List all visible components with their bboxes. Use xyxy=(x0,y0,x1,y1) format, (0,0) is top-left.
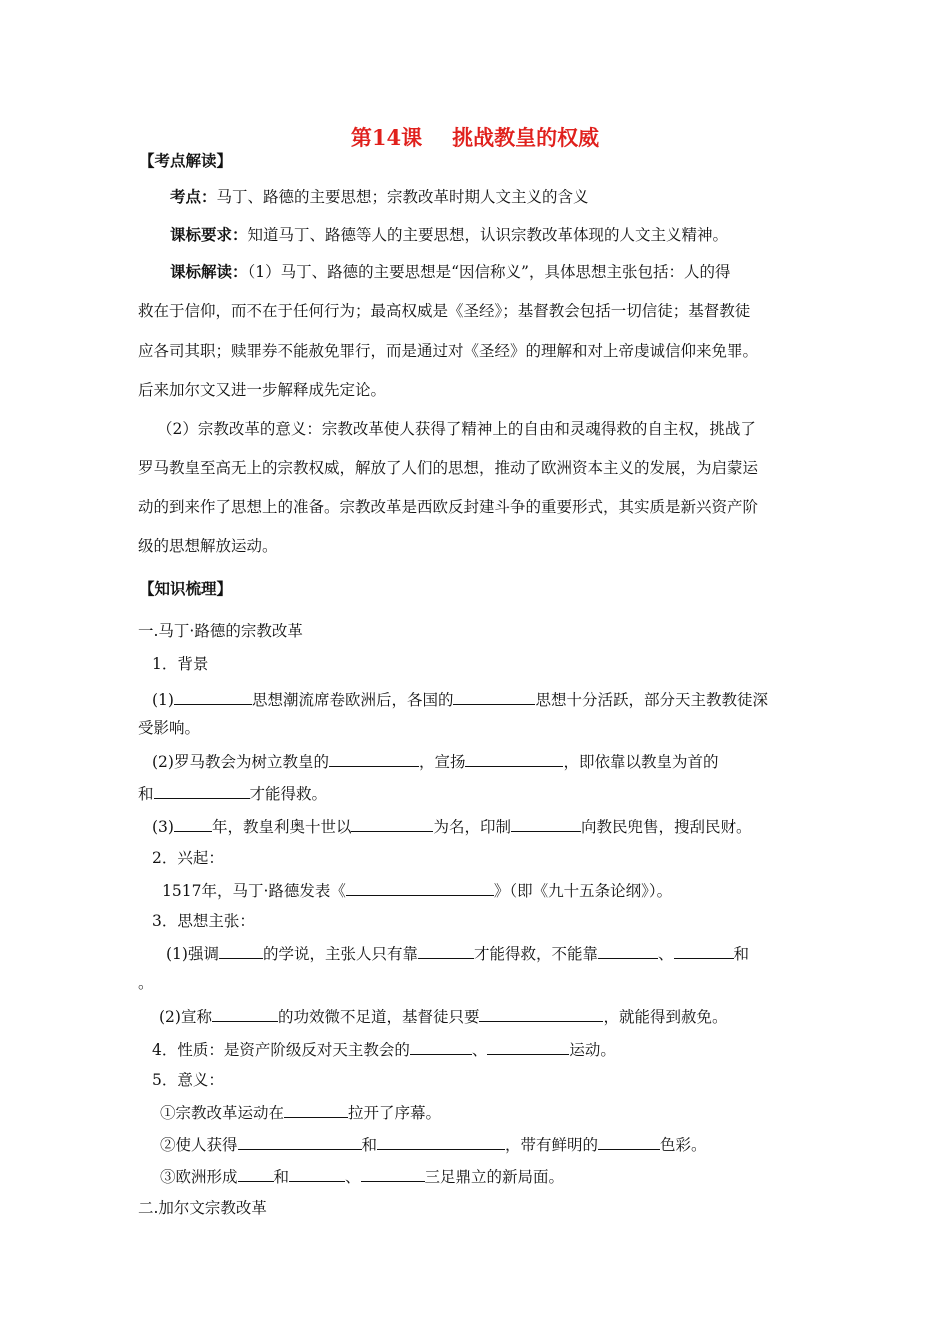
lesson-number: 第14课 xyxy=(350,125,423,150)
item-text: 运动。 xyxy=(569,1041,616,1059)
paragraph-text: （1）马丁、路德的主要思想是“因信称义”，具体思想主张包括：人的得 xyxy=(247,263,731,281)
blank xyxy=(351,814,433,832)
kebiao-jiedu-label: 课标解读： xyxy=(170,262,248,281)
item-text: 拉开了序幕。 xyxy=(348,1104,442,1122)
background-item-3 xyxy=(152,814,752,838)
item-text: ③欧洲形成 xyxy=(160,1168,238,1186)
kebiao-yaoqiu-label: 课标要求： xyxy=(170,225,248,244)
item-text: 和 xyxy=(273,1168,290,1186)
section-zhishi-shuli: 【知识梳理】 xyxy=(139,579,233,598)
kebiao-jiedu-line2: 救在于信仰，而不在于任何行为；最高权威是《圣经》；基督教会包括一切信徒；基督教徒 xyxy=(138,302,751,320)
item-text: 才能得救，不能靠 xyxy=(473,945,598,963)
background-item-2-cont xyxy=(138,781,327,805)
blank xyxy=(154,781,250,799)
ideas-heading: 3．思想主张： xyxy=(152,912,255,930)
item-text: 和 xyxy=(138,785,154,803)
item-text: (2)罗马教会为树立教皇的 xyxy=(152,753,329,771)
significance-line4: 级的思想解放运动。 xyxy=(138,537,278,555)
item-text: 1517年，马丁·路德发表《 xyxy=(162,882,346,900)
item-text: 和 xyxy=(361,1136,378,1154)
significance-heading: 5．意义： xyxy=(152,1071,224,1089)
item-text: (1)强调 xyxy=(166,945,219,963)
item-text: (3) xyxy=(152,818,174,836)
significance-item-2 xyxy=(160,1132,707,1156)
item-text: 4．性质：是资产阶级反对天主教会的 xyxy=(152,1041,410,1059)
blank xyxy=(453,687,535,705)
background-item-1 xyxy=(152,687,768,711)
item-text: ②使人获得 xyxy=(160,1136,238,1154)
blank xyxy=(238,1164,274,1182)
item-text: 向教民兜售，搜刮民财。 xyxy=(581,818,752,836)
item-text: 才能得救。 xyxy=(249,785,328,803)
item-text: 的学说，主张人只有靠 xyxy=(262,945,418,963)
blank xyxy=(598,1132,660,1150)
rise-item xyxy=(162,878,672,902)
part1-heading: 一.马丁·路德的宗教改革 xyxy=(138,622,303,640)
lesson-name: 挑战教皇的权威 xyxy=(452,125,600,150)
lesson-title xyxy=(0,122,950,152)
item-text: 、 xyxy=(658,945,674,963)
significance-item-3 xyxy=(160,1164,564,1188)
blank xyxy=(598,941,658,959)
part2-heading: 二.加尔文宗教改革 xyxy=(138,1199,267,1217)
rise-heading: 2．兴起： xyxy=(152,849,224,867)
background-item-2 xyxy=(152,749,719,773)
item-text: ，即依靠以教皇为首的 xyxy=(563,753,719,771)
kebiao-jiedu-line1 xyxy=(170,261,730,283)
blank xyxy=(479,1004,603,1022)
item-text: 年，教皇利奥十世以 xyxy=(211,818,352,836)
ideas-item-1-cont: 。 xyxy=(138,974,154,992)
ideas-item-2 xyxy=(159,1004,728,1028)
item-text: (1) xyxy=(152,691,174,709)
item-text: 和 xyxy=(733,945,750,963)
kaodian-line xyxy=(170,186,589,208)
blank xyxy=(212,1004,278,1022)
background-item-1-cont: 受影响。 xyxy=(138,719,201,737)
significance-line2: 罗马教皇至高无上的宗教权威，解放了人们的思想，推动了欧洲资本主义的发展，为启蒙运 xyxy=(138,459,759,477)
item-text: 》（即《九十五条论纲》）。 xyxy=(493,882,673,900)
blank xyxy=(418,941,474,959)
significance-line1: （2）宗教改革的意义：宗教改革使人获得了精神上的自由和灵魂得救的自主权，挑战了 xyxy=(157,420,756,438)
blank xyxy=(238,1132,362,1150)
item-text: ，带有鲜明的 xyxy=(505,1136,599,1154)
blank xyxy=(487,1037,569,1055)
item-text: ①宗教改革运动在 xyxy=(160,1104,285,1122)
blank xyxy=(346,878,494,896)
item-text: 三足鼎立的新局面。 xyxy=(424,1168,565,1186)
nature-item xyxy=(152,1037,616,1061)
blank xyxy=(361,1164,425,1182)
blank xyxy=(511,814,581,832)
blank xyxy=(674,941,734,959)
blank xyxy=(219,941,263,959)
blank xyxy=(410,1037,472,1055)
section-kaodian-jiedu: 【考点解读】 xyxy=(139,151,233,170)
kebiao-yaoqiu-text: 知道马丁、路德等人的主要思想，认识宗教改革体现的人文主义精神。 xyxy=(247,226,729,244)
item-text: 为名，印制 xyxy=(433,818,511,836)
item-text: 、 xyxy=(345,1168,361,1186)
blank xyxy=(329,749,419,767)
blank xyxy=(284,1100,348,1118)
blank xyxy=(289,1164,345,1182)
blank xyxy=(377,1132,505,1150)
item-text: 思想十分活跃，部分天主教教徒深 xyxy=(535,691,768,709)
ideas-item-1 xyxy=(166,941,749,965)
item-text: 、 xyxy=(471,1041,488,1059)
kebiao-yaoqiu-line xyxy=(170,224,728,246)
kaodian-label: 考点： xyxy=(170,187,217,206)
kebiao-jiedu-line3: 应各司其职；赎罪券不能赦免罪行，而是通过对《圣经》的理解和对上帝虔诚信仰来免罪。 xyxy=(138,342,759,360)
blank xyxy=(174,814,212,832)
blank xyxy=(465,749,563,767)
kebiao-jiedu-line4: 后来加尔文又进一步解释成先定论。 xyxy=(138,381,387,399)
kaodian-text: 马丁、路德的主要思想；宗教改革时期人文主义的含义 xyxy=(216,188,589,206)
item-text: ，就能得到赦免。 xyxy=(603,1008,728,1026)
item-text: 思想潮流席卷欧洲后，各国的 xyxy=(251,691,454,709)
blank xyxy=(174,687,252,705)
significance-line3: 动的到来作了思想上的准备。宗教改革是西欧反封建斗争的重要形式，其实质是新兴资产阶 xyxy=(138,498,759,516)
item-text: 色彩。 xyxy=(660,1136,707,1154)
significance-item-1 xyxy=(160,1100,441,1124)
item-text: (2)宣称 xyxy=(159,1008,212,1026)
item-text: ，宣扬 xyxy=(418,753,466,771)
item-text: 的功效微不足道，基督徒只要 xyxy=(277,1008,480,1026)
background-heading: 1．背景 xyxy=(152,655,209,673)
